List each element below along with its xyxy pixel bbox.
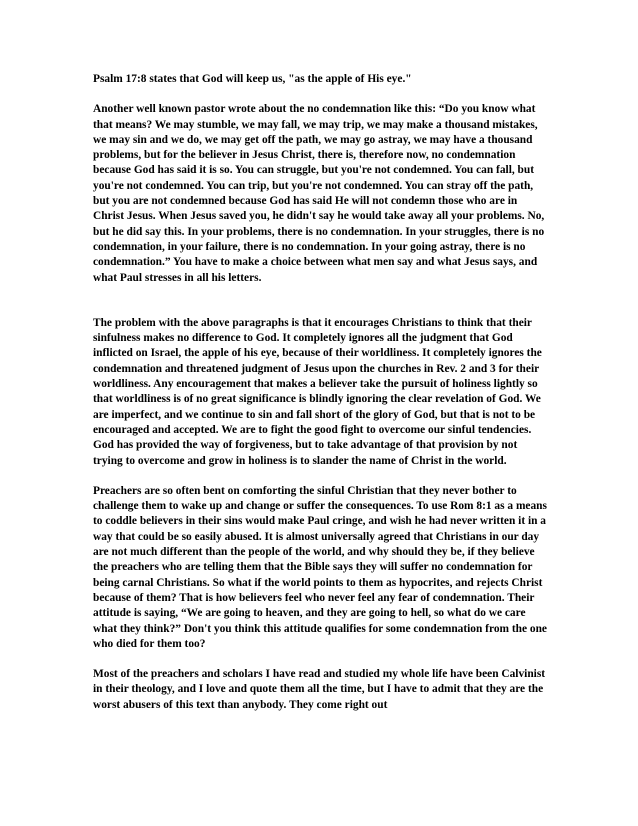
- paragraph-psalm-quote: Psalm 17:8 states that God will keep us, "as the apple of His eye.": [93, 73, 412, 85]
- paragraph-spacer: [93, 652, 548, 667]
- paragraph-problem: The problem with the above paragraphs is that it encourages Christians to think that their sinfulness makes no difference to God. It completely ignores all the judgment that God inflicted on Israel, the apple of his eye, because of their worldliness. It completely ignores the condemnation and threatened judgment of Jesus upon the churches in Rev. 2 and 3 for their worldliness. Any encouragement that makes a believer take the pursuit of holiness lightly so that worldliness is of no great significance is blindly ignoring the clear revelation of God. We are imperfect, and we continue to sin and fall short of the glory of God, but that is not to be encouraged and accepted. We are to fight the good fight to overcome our sinful tendencies. God has provided the way of forgiveness, but to take advantage of that provision by not trying to overcome and grow in holiness is to slander the name of Christ in the world.: [93, 316, 542, 467]
- paragraph-pastor-quote: Another well known pastor wrote about the no condemnation like this: “Do you know what that means? We may stumble, we may fall, we may trip, we may make a thousand mistakes, we may sin and we do, we may get off the path, we may go astray, we may have a thousand problems, but for the believer in Jesus Christ, there is, therefore now, no condemnation because God has said it is so. You can struggle, but you're not condemned. You can fall, but you're not condemned. You can trip, but you're not condemned. You can stray off the path, but you are not condemned because God has said He will not condemn those who are in Christ Jesus. When Jesus saved you, he didn't say he would take away all your problems. No, but he did say this. In your problems, there is no condemnation. In your struggles, there is no condemnation, in your failure, there is no condemnation. In your going astray, there is no condemnation.” You have to make a choice between what men say and what Jesus says, and what Paul stresses in all his letters.: [93, 103, 545, 284]
- paragraph-spacer: [93, 469, 548, 484]
- paragraph-preachers: Preachers are so often bent on comforting the sinful Christian that they never bother to challenge them to wake up and change or suffer the consequences. To use Rom 8:1 as a means to coddle believers in their sins would make Paul cringe, and wish he had never written it in a way that could be so easily abused. It is almost universally agreed that Christians in our day are not much different than the people of the world, and why should they be, if they believe the preachers who are telling them that the Bible says they will suffer no condemnation for being carnal Christians. So what if the world points to them as hypocrites, and rejects Christ because of them? That is how believers feel who never feel any fear of condemnation. Their attitude is saying, “We are going to heaven, and they are going to hell, so what do we care what they think?” Don't you think this attitude qualifies for some condemnation from the one who died for them too?: [93, 484, 547, 650]
- paragraph-spacer: [93, 87, 548, 102]
- paragraph-calvinist: Most of the preachers and scholars I have read and studied my whole life have been Calvinist in their theology, and I love and quote them all the time, but I have to admit that they are the worst abusers of this text than anybody. They come right out: [93, 668, 546, 711]
- paragraph-spacer: [93, 286, 548, 316]
- document-page: [93, 72, 548, 713]
